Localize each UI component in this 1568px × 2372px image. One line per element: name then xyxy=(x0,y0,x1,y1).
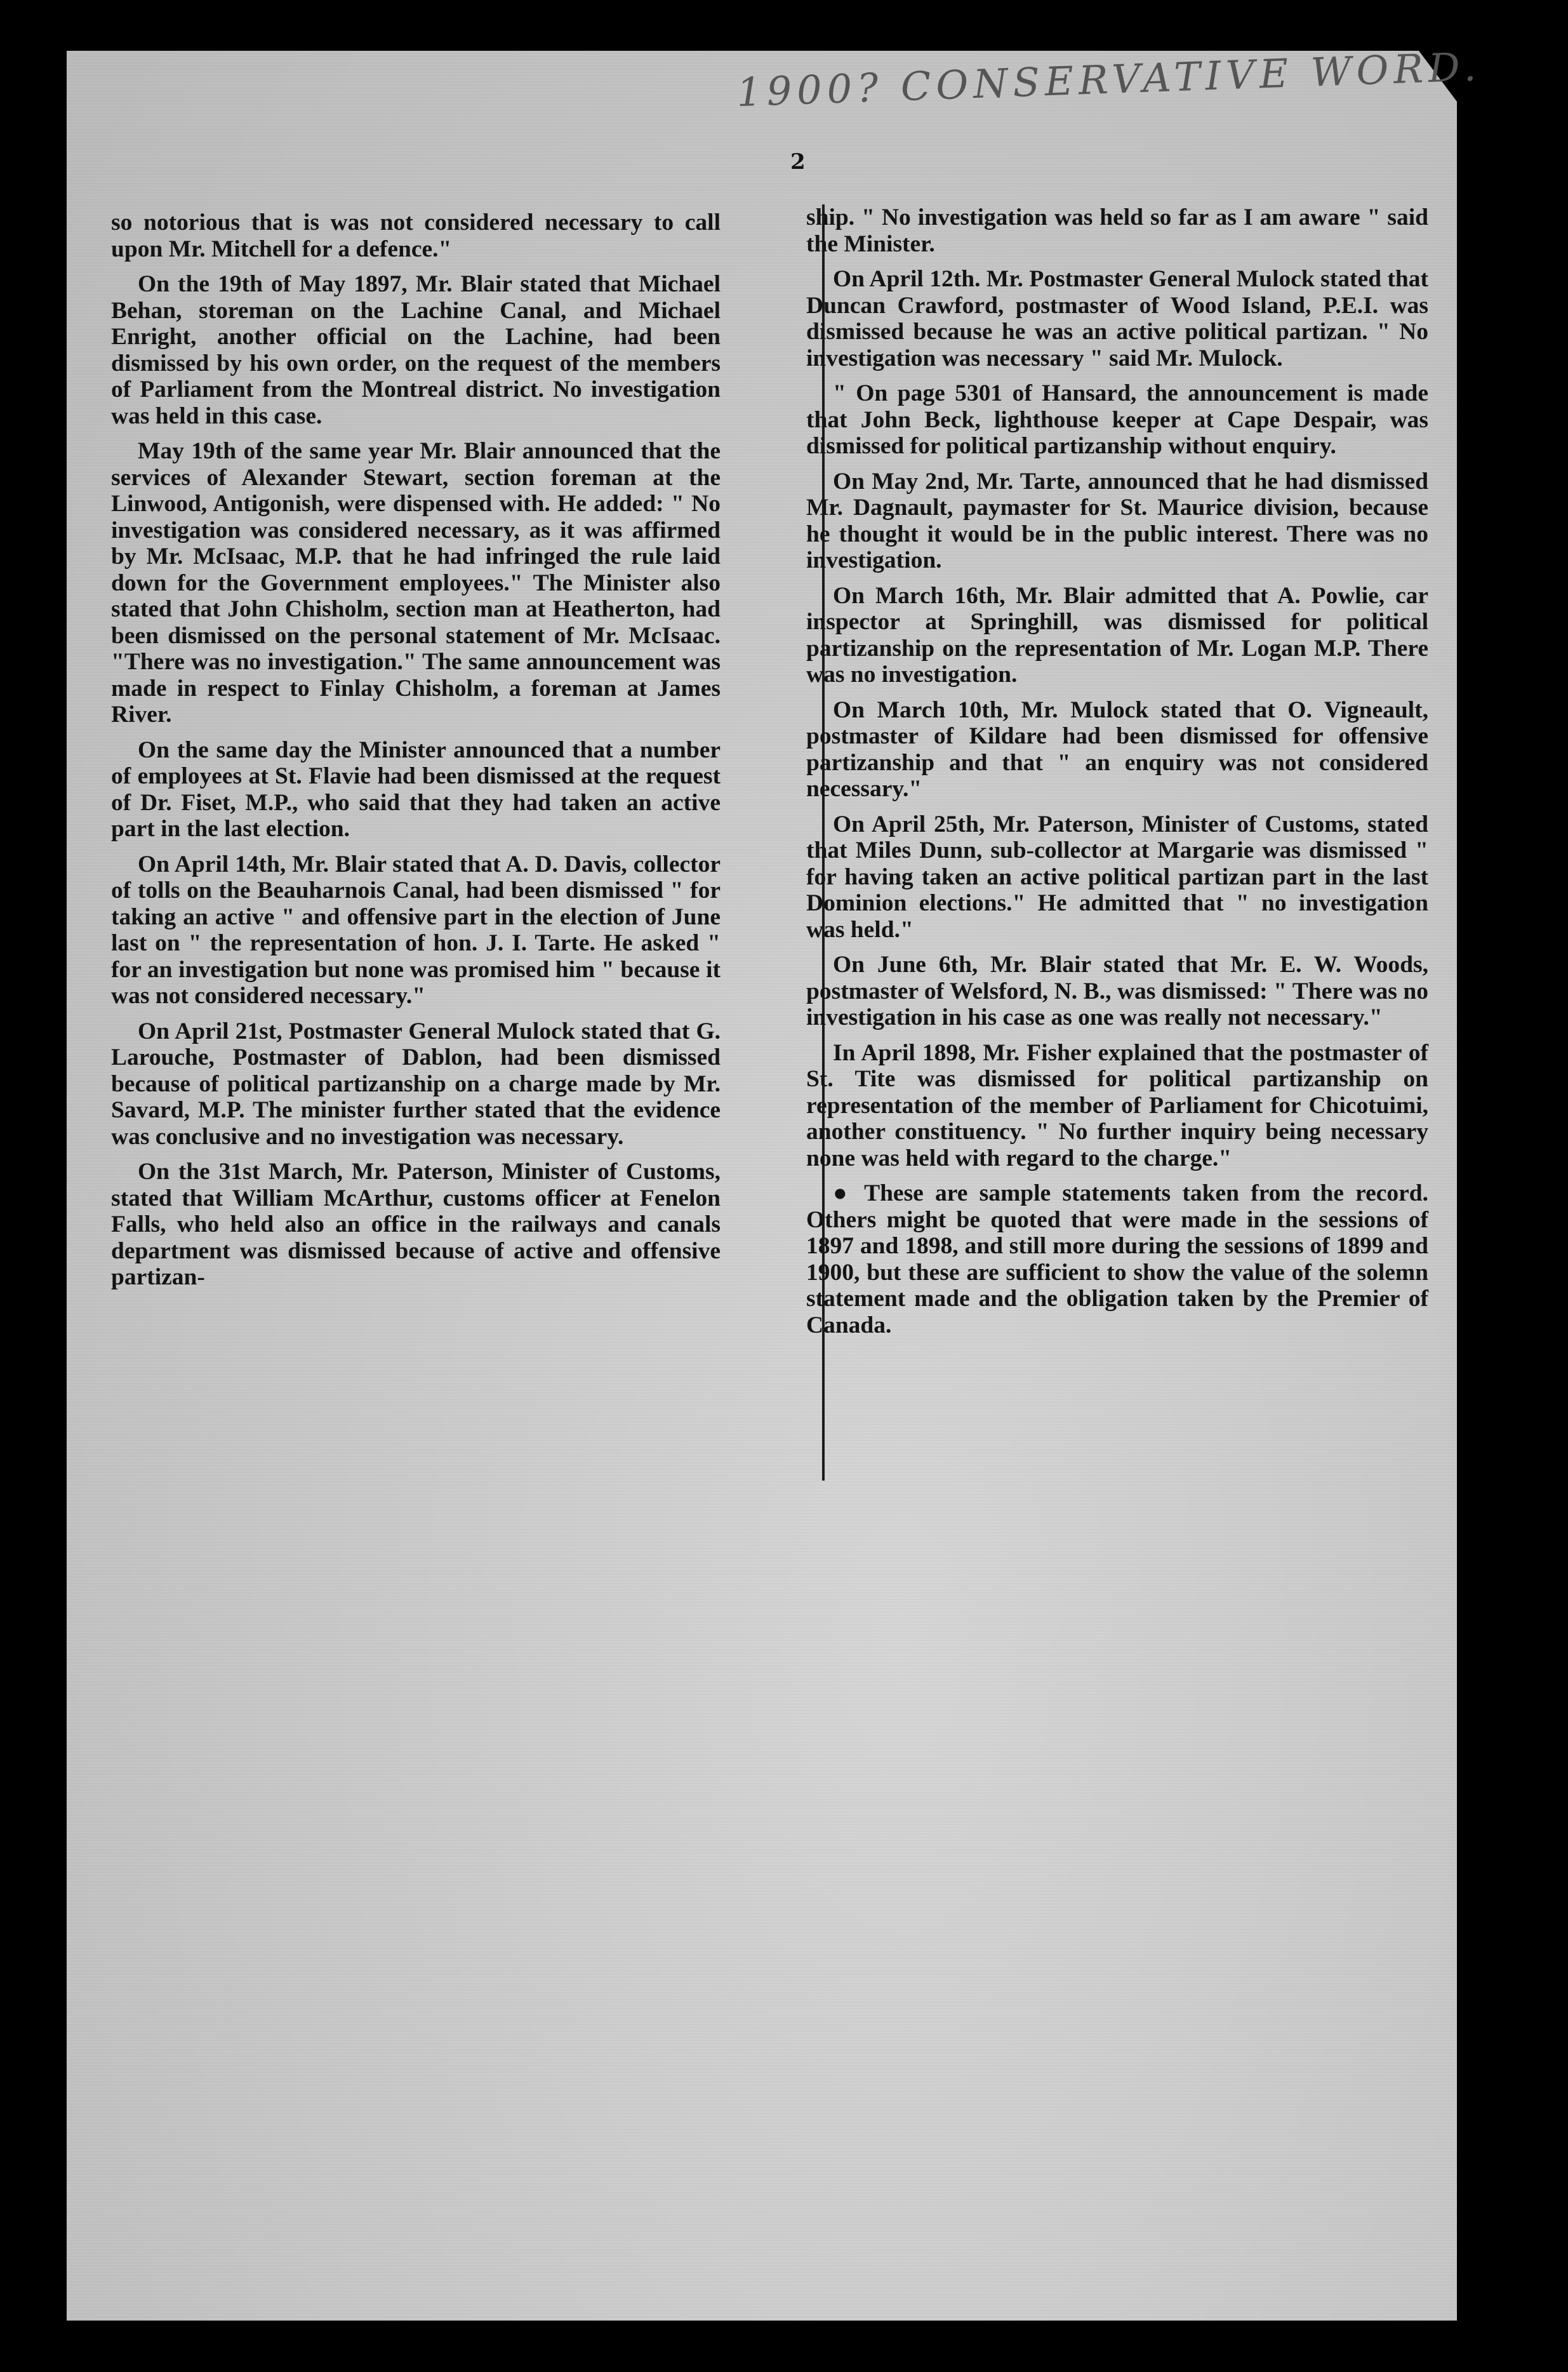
page-number: 2 xyxy=(790,149,806,175)
paragraph: " On page 5301 of Hansard, the announcement is made that John Beck, lighthouse keeper at Cape Despair, was dismissed for political partizanship without enquiry. xyxy=(806,380,1428,459)
paragraph: On June 6th, Mr. Blair stated that Mr. E. W. Woods, postmaster of Welsford, N. B., was dismissed: " There was no investigation in his case as one was really not necessary." xyxy=(806,952,1428,1030)
paragraph: On March 10th, Mr. Mulock stated that O. Vigneault, postmaster of Kildare had been dismissed for offensive partizanship and that " an enquiry was not considered necessary." xyxy=(806,696,1428,802)
paragraph: On May 2nd, Mr. Tarte, announced that he had dismissed Mr. Dagnault, paymaster for St. Maurice division, because he thought it would be in the public interest. There was no investigation. xyxy=(806,468,1428,573)
paragraph: On April 25th, Mr. Paterson, Minister of Customs, stated that Miles Dunn, sub-collector at Margarie was dismissed " for having taken an active political partizan part in the last Dominion elections." He admitted that " no investigation was held." xyxy=(806,811,1428,943)
handwritten-annotation: 1900? CONSERVATIVE WORD. xyxy=(736,43,1482,116)
left-column xyxy=(111,210,721,1300)
paragraph: On April 12th. Mr. Postmaster General Mulock stated that Duncan Crawford, postmaster of Wood Island, P.E.I. was dismissed because he was an active political partizan. " No investigation was necessary " said Mr. Mulock. xyxy=(806,266,1428,371)
paragraph: On April 14th, Mr. Blair stated that A. D. Davis, collector of tolls on the Beauharnois Canal, had been dismissed " for taking an active " and offensive part in the election of June last on " the representation of hon. J. I. Tarte. He asked " for an investigation but none was promised him " because it was not considered necessary." xyxy=(111,851,721,1009)
paragraph: On the same day the Minister announced that a number of employees at St. Flavie had been dismissed at the request of Dr. Fiset, M.P., who said that they had taken an active part in the last election. xyxy=(111,736,721,842)
paragraph: May 19th of the same year Mr. Blair announced that the services of Alexander Stewart, section foreman at the Linwood, Antigonish, were dispensed with. He added: " No investigation was considered necessary, as it was affirmed by Mr. McIsaac, M.P. that he had infringed the rule laid down for the Government employees." The Minister also stated that John Chisholm, section man at Heatherton, had been dismissed on the personal statement of Mr. McIsaac. "There was no investigation." The same announcement was made in respect to Finlay Chisholm, a foreman at James River. xyxy=(111,438,721,728)
paragraph: ● These are sample statements taken from the record. Others might be quoted that were made in the sessions of 1897 and 1898, and still more during the sessions of 1899 and 1900, but these are sufficient to show the value of the solemn statement made and the obligation taken by the Premier of Canada. xyxy=(806,1180,1428,1338)
paragraph: On the 19th of May 1897, Mr. Blair stated that Michael Behan, storeman on the Lachine Canal, and Michael Enright, another official on the Lachine, had been dismissed by his own order, on the request of the members of Parliament from the Montreal district. No investigation was held in this case. xyxy=(111,271,721,429)
paragraph: so notorious that is was not considered necessary to call upon Mr. Mitchell for a defence." xyxy=(111,210,721,262)
paragraph: ship. " No investigation was held so far as I am aware " said the Minister. xyxy=(806,204,1428,257)
paragraph: On the 31st March, Mr. Paterson, Minister of Customs, stated that William McArthur, customs officer at Fenelon Falls, who held also an office in the railways and canals department was dismissed because of active and offensive partizan- xyxy=(111,1159,721,1290)
paragraph: On March 16th, Mr. Blair admitted that A. Powlie, car inspector at Springhill, was dismissed for political partizanship on the representation of Mr. Logan M.P. There was no investigation. xyxy=(806,582,1428,688)
right-column xyxy=(806,204,1428,1347)
paragraph: On April 21st, Postmaster General Mulock stated that G. Larouche, Postmaster of Dablon, had been dismissed because of political partizanship on a charge made by Mr. Savard, M.P. The minister further stated that the evidence was conclusive and no investigation was necessary. xyxy=(111,1018,721,1150)
paragraph: In April 1898, Mr. Fisher explained that the postmaster of St. Tite was dismissed for political partizanship on representation of the member of Parliament for Chicotuimi, another constituency. " No further inquiry being necessary none was held with regard to the charge." xyxy=(806,1039,1428,1171)
